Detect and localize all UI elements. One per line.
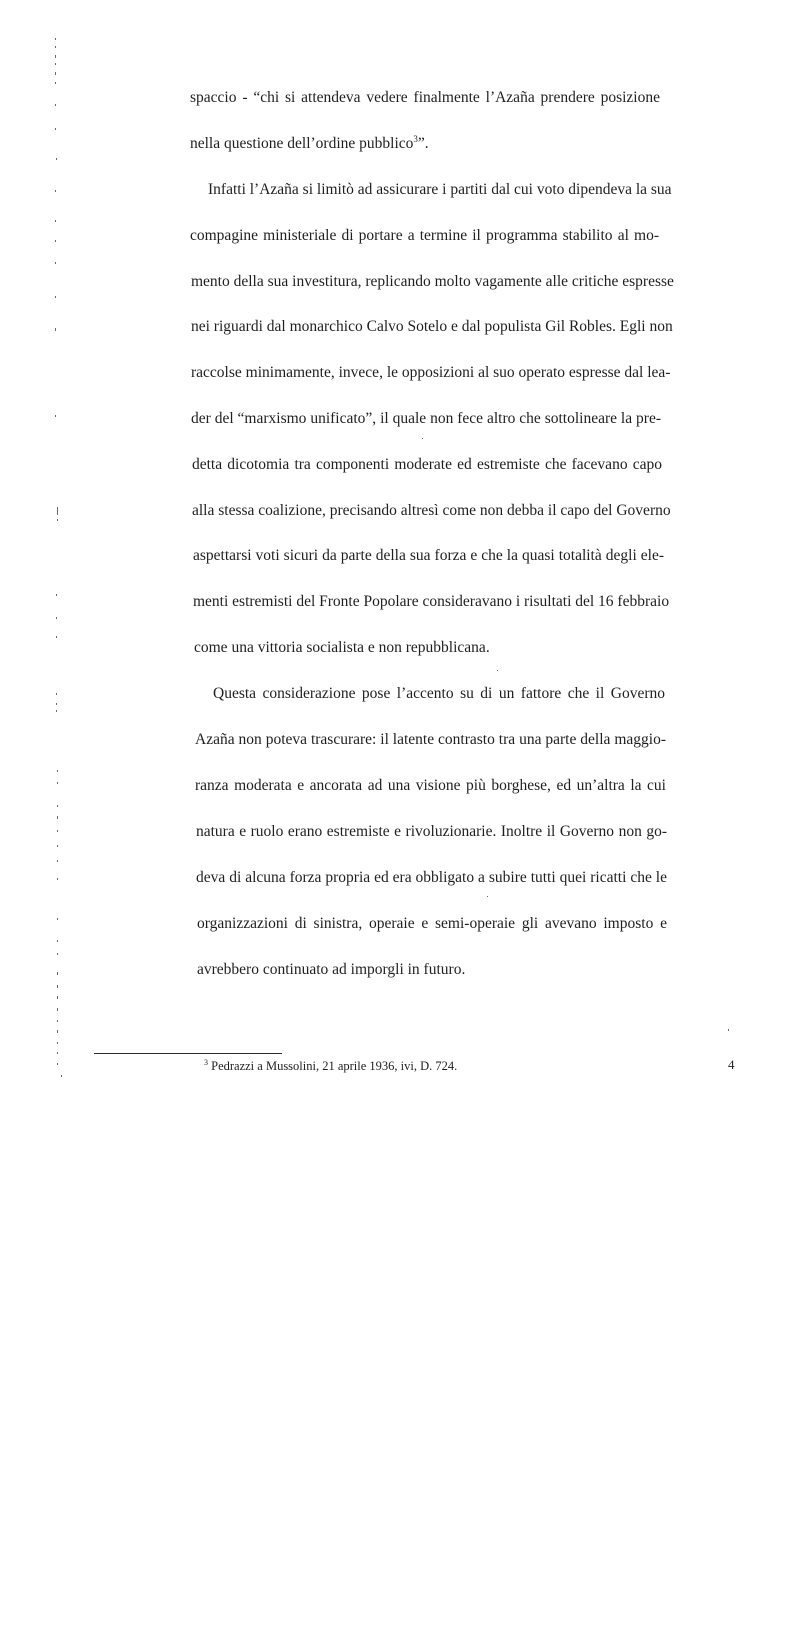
line-text: Infatti l’Azaña si limitò ad assicurare i partiti dal cui voto dipendeva la sua [208,181,672,198]
line-text: ranza moderata e ancorata ad una visione più borghese, ed un’altra la cui [195,777,666,794]
line-text: alla stessa coalizione, precisando altresì come non debba il capo del Governo [192,502,671,519]
footnote-reference[interactable]: 3 [413,133,418,144]
line-text: natura e ruolo erano estremiste e rivoluzionarie. Inoltre il Governo non go- [196,823,667,840]
line-text-part: nella questione dell’ordine pubblico [190,135,414,152]
line-text: mento della sua investitura, replicando molto vagamente alle critiche espresse [191,273,674,290]
line-text: deva di alcuna forza propria ed era obbligato a subire tutti quei ricatti che le [196,869,667,886]
line-text: Azaña non poteva trascurare: il latente contrasto tra una parte della maggio- [195,731,666,748]
footnote-text: Pedrazzi a Mussolini, 21 aprile 1936, ivi, D. 724. [211,1059,458,1073]
line-text: der del “marxismo unificato”, il quale non fece altro che sottolineare la pre- [191,410,661,427]
footnote-number: 3 [204,1057,208,1067]
line-text [190,134,429,154]
line-text: avrebbero continuato ad imporgli in futuro. [197,961,466,978]
line-text: detta dicotomia tra componenti moderate ed estremiste che facevano capo [192,456,662,473]
footnote-separator [94,1053,282,1054]
line-text: organizzazioni di sinistra, operaie e semi-operaie gli avevano imposto e [197,915,667,932]
line-text-part: ”. [417,135,429,152]
page-number: 4 [728,1057,735,1072]
line-text: spaccio - “chi si attendeva vedere finalmente l’Azaña prendere posizione [190,89,660,106]
line-text: aspettarsi voti sicuri da parte della sua forza e che la quasi totalità degli ele- [193,547,664,564]
line-text: nei riguardi dal monarchico Calvo Sotelo e dal populista Gil Robles. Egli non [191,318,673,335]
line-text: raccolse minimamente, invece, le opposizioni al suo operato espresse dal lea- [191,364,671,381]
line-text: come una vittoria socialista e non repubblicana. [194,639,490,656]
line-text: compagine ministeriale di portare a termine il programma stabilito al mo- [190,227,659,244]
line-text: menti estremisti del Fronte Popolare consideravano i risultati del 16 febbraio [193,593,670,610]
footnote [204,1058,457,1074]
line-text: Questa considerazione pose l’accento su di un fattore che il Governo [213,685,665,702]
